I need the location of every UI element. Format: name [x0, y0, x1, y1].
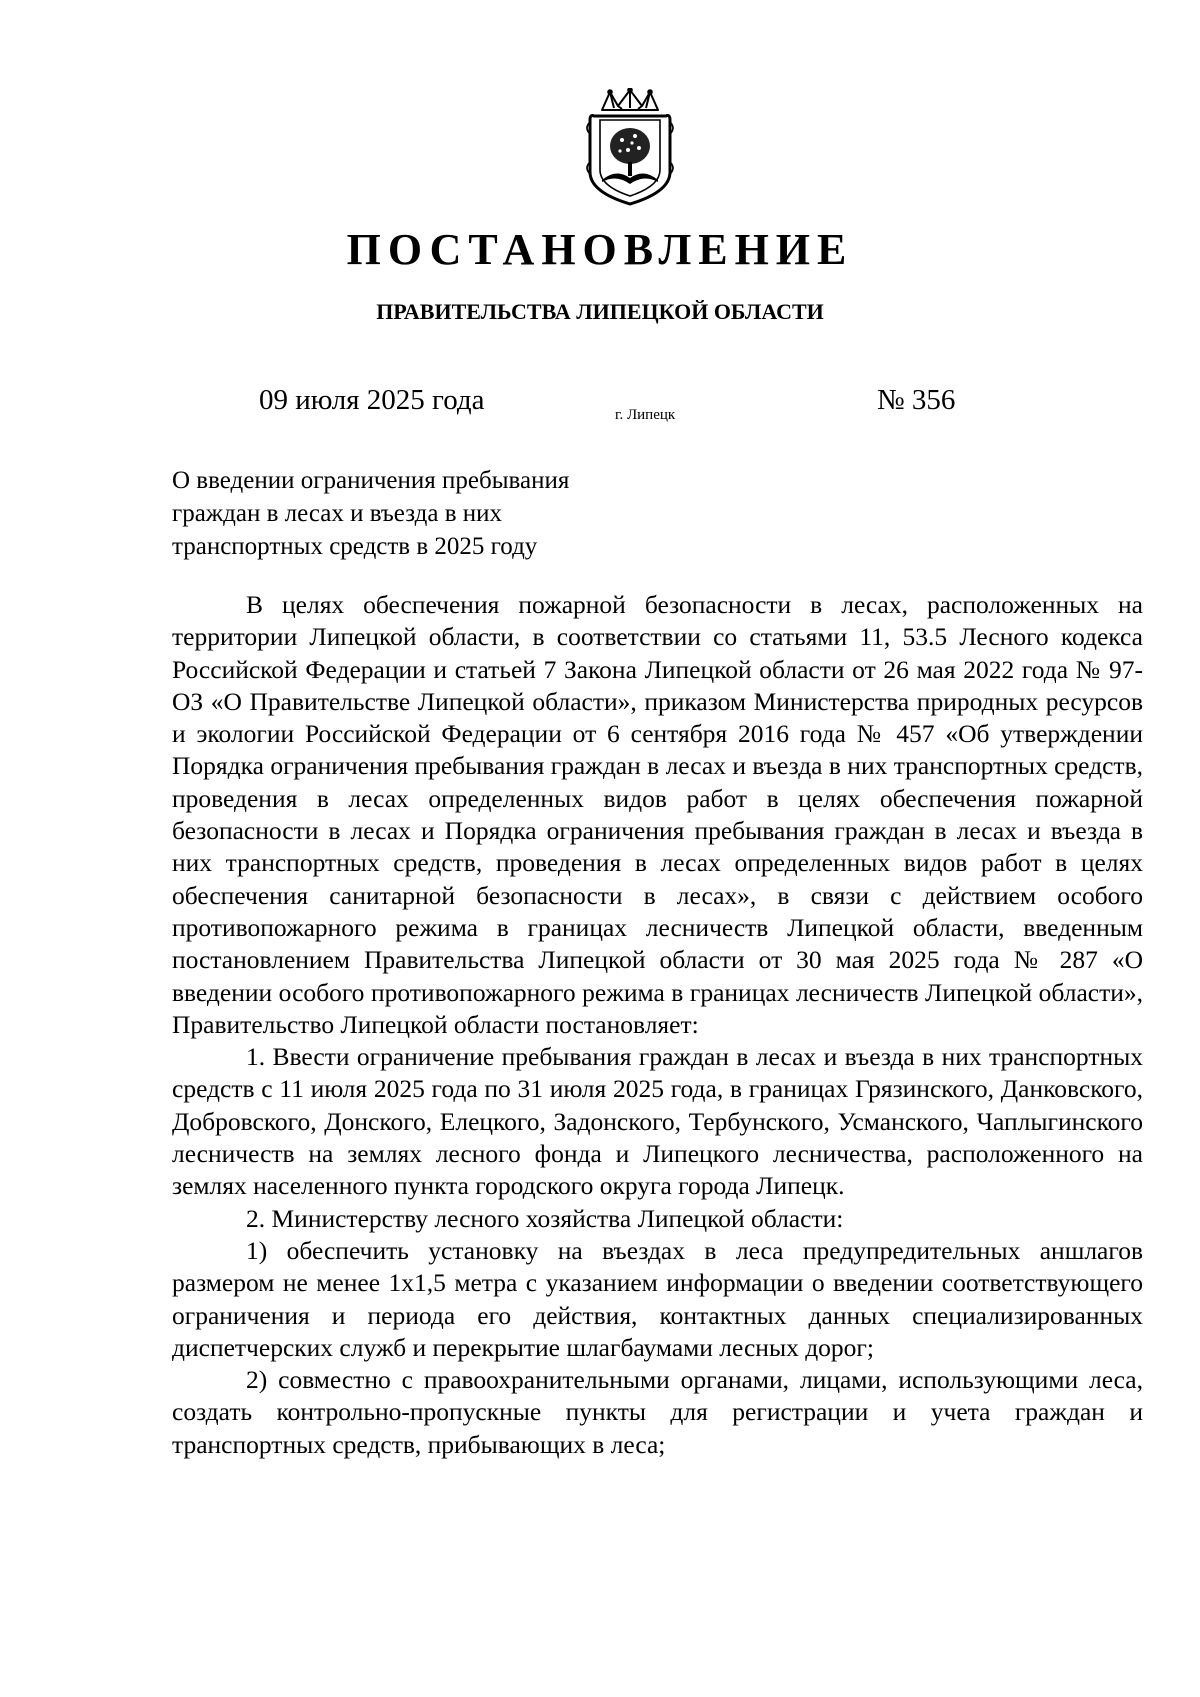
subject-line: граждан в лесах и въезда в них [172, 500, 503, 527]
document-city: г. Липецк [615, 407, 676, 423]
document-title: ПОСТАНОВЛЕНИЕ [346, 225, 854, 274]
coat-of-arms-icon [580, 88, 680, 208]
body-paragraph-subitem-1: 1) обеспечить установку на въездах в леса предупредительных аншлагов размером не менее 1х1,5 метра с указанием информации о введении соответствующего ограничения и периода его действия, контактных данных специализированных диспетчерских служб и перекрытие шлагбаумами лесных дорог; [172, 1235, 1143, 1362]
document-body [172, 589, 1143, 1461]
document-issuer: ПРАВИТЕЛЬСТВА ЛИПЕЦКОЙ ОБЛАСТИ [376, 299, 824, 324]
body-paragraph-item-2: 2. Министерству лесного хозяйства Липецкой области: [246, 1203, 844, 1233]
document-date: 09 июля 2025 года [259, 384, 485, 416]
subject-line: О введении ограничения пребывания [172, 467, 570, 494]
body-paragraph-item-1: 1. Ввести ограничение пребывания граждан в лесах и въезда в них транспортных средств с 11 июля 2025 года по 31 июля 2025 года, в границах Грязинского, Данковского, Добровского, Донского, Елецкого, Задонского, Тербунского, Усманского, Чаплыгинского лесничеств на землях лесного фонда и Липецкого лесничества, расположенного на землях населенного пункта городского округа города Липецк. [172, 1042, 1143, 1201]
subject-line: транспортных средств в 2025 году [172, 533, 538, 560]
body-paragraph-preamble: В целях обеспечения пожарной безопасности в лесах, расположенных на территории Липецкой области, в соответствии со статьями 11, 53.5 Лесного кодекса Российской Федерации и статьей 7 Закона Липецкой области от 26 мая 2022 года № 97-ОЗ «О Правительстве Липецкой области», приказом Министерства природных ресурсов и экологии Российской Федерации от 6 сентября 2016 года № 457 «Об утверждении Порядка ограничения пребывания граждан в лесах и въезда в них транспортных средств, проведения в лесах определенных видов работ в целях обеспечения пожарной безопасности в лесах и Порядка ограничения пребывания граждан в лесах и въезда в них транспортных средств, проведения в лесах определенных видов работ в целях обеспечения санитарной безопасности в лесах», в связи с действием особого противопожарного режима в границах лесничеств Липецкой области, введенным постановлением Правительства Липецкой области от 30 мая 2025 года № 287 «О введении особого противопожарного режима в границах лесничеств Липецкой области», Правительство Липецкой области постановляет: [172, 590, 1143, 1039]
body-paragraph-subitem-2: 2) совместно с правоохранительными органами, лицами, использующими леса, создать контрольно-пропускные пункты для регистрации и учета граждан и транспортных средств, прибывающих в леса; [172, 1365, 1143, 1459]
document-subject [172, 464, 732, 563]
document-number: № 356 [877, 384, 956, 416]
